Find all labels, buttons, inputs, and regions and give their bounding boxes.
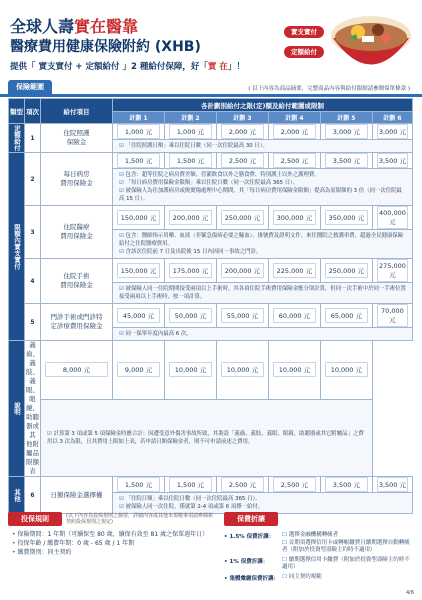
value-box: 2,000 元: [273, 124, 316, 139]
plan-value: [372, 124, 412, 140]
plan-value: [320, 304, 372, 328]
value-box: 45,000 元: [117, 308, 160, 323]
discount-title: 保費折讓: [224, 512, 278, 526]
rules-title: 投保規則: [8, 512, 62, 526]
rules-list: [12, 530, 208, 557]
value-box: 1,500 元: [117, 153, 160, 168]
desc-line: ☑ 含該次住院前 7 日及出院後 15 日內因同一事故之門診。: [119, 248, 406, 256]
value-box: 150,000 元: [117, 210, 160, 225]
plan-value: [113, 259, 165, 283]
plan-value: [164, 341, 216, 400]
value-box: 3,500 元: [377, 153, 408, 168]
discount-option: ☐ 續期選擇信用卡繳費（附加於投資型壽險主約時不適用）: [282, 557, 413, 572]
item-number: 1: [25, 124, 41, 153]
value-box: 1,500 元: [169, 153, 212, 168]
discount-option: ☐ 同主契約規範: [282, 574, 413, 582]
plan-value: [268, 477, 320, 493]
value-box: 50,000 元: [169, 308, 212, 323]
benefit-table: [8, 98, 413, 514]
item-name: 義齒、義肢、義眼、 眼鏡、助聽器或其 他附屬品限額表: [26, 341, 39, 475]
desc-line: ☑ 「住院照護日額」乘以住院日數（同一次住院最高 30 日）。: [119, 142, 406, 150]
desc-line: ☑ 「每日病房費用保險金限額」乘以住院日數（同一次住院最高 365 日）。: [119, 179, 406, 187]
plan-value: [268, 304, 320, 328]
plan-header: 計劃 4: [268, 112, 320, 124]
rule-item: • 保險期間：1 年期（可續保至 80 歲，續保有效至 81 歲之保單週年日）: [12, 530, 208, 539]
plan-header: 計劃 2: [164, 112, 216, 124]
plan-value: [372, 304, 412, 328]
plan-value: [372, 153, 412, 169]
plan-value: [164, 477, 216, 493]
item-name: 住院照護 保險金: [41, 124, 113, 153]
plan-value: [164, 304, 216, 328]
value-box: 2,500 元: [221, 477, 264, 492]
discount-row: [224, 557, 413, 572]
discount-label: • 集體彙繳保費折讓：: [224, 574, 282, 582]
value-box: 1,500 元: [169, 477, 212, 492]
value-box: 150,000 元: [117, 263, 160, 278]
item-description: [113, 328, 413, 341]
plan-header: 計劃 6: [372, 112, 412, 124]
plan-value: [164, 206, 216, 230]
item-number: 2: [25, 153, 41, 206]
value-box: 350,000 元: [325, 210, 368, 225]
value-box: 3,000 元: [325, 124, 368, 139]
discount-row: [224, 532, 413, 555]
item-description: [41, 399, 373, 476]
plan-value: [113, 304, 165, 328]
desc-line: ☑ 被保險人為住加護病房或燒燙傷處理中心期間，其「每日病房費用保險金限額」提高為原限額的 3 倍（同一次住院最高 15 日）。: [119, 187, 406, 203]
plan-value: [320, 124, 372, 140]
value-box: 400,000 元: [377, 206, 408, 229]
discount-options: [282, 557, 413, 572]
item-description: [113, 493, 413, 514]
value-box: 250,000 元: [325, 263, 368, 278]
section-note: ( 以下內容為商品摘要，完整商品內容與給付限制請參閱保單條款 ): [248, 86, 410, 92]
desc-line: ☑ 被保險人同一住院期間接受兩項以上手術時，其各項住院手術費用保險金應分別計算，但同一次手術中於同一手術位置接受兩項以上手術時，按一項計算。: [119, 285, 406, 301]
item-number: 3: [25, 206, 41, 259]
discount-option: ☐ 首期須選擇信用卡或轉帳繳費且續期選擇自動轉帳者（附加於投資型壽險主約時不適用）: [282, 540, 413, 555]
plan-value: [216, 259, 268, 283]
type-actual: 限額內實支實付: [9, 153, 25, 341]
discount-options: [282, 532, 413, 555]
desc-line: ☑ 計算第 3 項或第 5 項保險金時應合計：因遭受意外傷害事故所致，其裝設「義齒、義肢、義眼、眼鏡、助聽器或其它附屬品」之費用以 3 次為限，且其費用上限如上表，若申請日額保險金者，則不可申請前述之費用。: [47, 430, 366, 446]
plan-value: [164, 124, 216, 140]
value-box: 9,000 元: [117, 362, 160, 377]
value-box: 8,000 元: [45, 362, 108, 377]
plan-value: [164, 259, 216, 283]
rules-note: (以下內容為投保規則之摘要，詳細內容或其他未規範事項請參閱新契約投保規則之規定): [66, 513, 213, 525]
plan-value: [164, 153, 216, 169]
page-title: 全球人壽實在醫靠: [10, 17, 139, 36]
value-box: 10,000 元: [325, 362, 368, 377]
value-box: 2,500 元: [273, 477, 316, 492]
desc-line: ☑ 包含：醫師指示用藥、血液（非緊急傷病必要之輸血）、掛號費及證明文件、來往醫院之救護車費、超過全民健康保險給付之住院醫療費用。: [119, 232, 406, 248]
discount-label: • 1% 保費折讓：: [224, 557, 282, 572]
value-box: 300,000 元: [273, 210, 316, 225]
value-box: 3,500 元: [325, 477, 368, 492]
value-box: 10,000 元: [221, 362, 264, 377]
discount-label: • 1.5% 保費折讓：: [224, 532, 282, 555]
section-band: [0, 94, 422, 97]
plan-value: [216, 477, 268, 493]
tag-actual: 實支實付: [284, 26, 324, 38]
tagline: 提供「 實支實付 + 定額給付 」2 種給付保障，好「實 在」！: [10, 62, 245, 72]
plan-value: [320, 206, 372, 230]
plan-value: [216, 206, 268, 230]
item-description: [113, 230, 413, 259]
plan-value: [113, 477, 165, 493]
value-box: 275,000 元: [377, 259, 408, 282]
plan-value: [113, 206, 165, 230]
discount-option: ☐ 選擇金融機構轉帳者: [282, 532, 413, 540]
plan-value: [268, 341, 320, 400]
rule-item: • 繳費期別：同主契約: [12, 548, 208, 557]
discount-options: [282, 574, 413, 582]
item-description: [113, 140, 413, 153]
tag-fixed: 定額給付: [284, 46, 324, 58]
discount-list: [224, 532, 413, 584]
type-note: 說明: [9, 341, 25, 477]
col-no: 項次: [25, 99, 41, 124]
value-box: 3,500 元: [377, 477, 408, 492]
value-box: 200,000 元: [169, 210, 212, 225]
item-number: 5: [25, 304, 41, 341]
col-type: 類型: [9, 99, 25, 124]
value-box: 225,000 元: [273, 263, 316, 278]
plan-value: [113, 153, 165, 169]
value-box: 55,000 元: [221, 308, 264, 323]
item-number: 6: [25, 477, 41, 514]
col-item: 給付項目: [41, 99, 113, 124]
plan-value: [372, 259, 412, 283]
desc-line: ☑ 「住院日額」乘以住院日數（同一次住院最高 365 日）。: [119, 495, 406, 503]
item-name: 住院醫療 費用保險金: [41, 206, 113, 259]
noodle-bowl-illustration: [328, 6, 414, 80]
value-box: 1,000 元: [117, 124, 160, 139]
plan-value: [216, 341, 268, 400]
col-plans-title: 各計劃別給付之限(定)額及給付範圍或限制: [113, 99, 413, 112]
plan-value: [268, 124, 320, 140]
desc-line: ☑ 同一保單年度內最高 6 次。: [119, 330, 406, 338]
plan-header: 計劃 3: [216, 112, 268, 124]
item-name: 每日病房 費用保險金: [41, 153, 113, 206]
plan-value: [320, 259, 372, 283]
plan-value: [320, 153, 372, 169]
discount-row: [224, 574, 413, 582]
plan-value: [41, 341, 113, 400]
value-box: 250,000 元: [221, 210, 264, 225]
page-number: 4/6: [405, 590, 414, 596]
product-name: 醫療費用健康保險附約 (XHB): [10, 39, 201, 55]
plan-value: [113, 341, 165, 400]
value-box: 3,500 元: [325, 153, 368, 168]
footer-info: [8, 512, 413, 592]
desc-line: ☑ 包含：超等住院之病房費差額、管灌飲食以外之膳食費、特別護士以外之護理費。: [119, 171, 406, 179]
plan-header: 計劃 5: [320, 112, 372, 124]
value-box: 2,500 元: [221, 153, 264, 168]
section-tab: 保險範圍: [8, 80, 52, 94]
plan-value: [320, 477, 372, 493]
plan-value: [268, 259, 320, 283]
value-box: 1,000 元: [169, 124, 212, 139]
plan-value: [268, 206, 320, 230]
header: [0, 0, 422, 92]
item-name: 住院手術 費用保險金: [41, 259, 113, 304]
plan-value: [216, 304, 268, 328]
value-box: 3,000 元: [377, 124, 408, 139]
desc-line: ☑ 被保險人同一次住院，僅就第 2-4 項或第 6 項擇一給付。: [119, 503, 406, 511]
value-box: 2,000 元: [221, 124, 264, 139]
value-box: 60,000 元: [273, 308, 316, 323]
plan-value: [113, 124, 165, 140]
plan-header: 計劃 1: [113, 112, 165, 124]
value-box: 1,500 元: [117, 477, 160, 492]
type-fixed: 定額給付: [9, 124, 25, 153]
plan-value: [216, 124, 268, 140]
rule-item: • 投保年齡 / 繳費年期：0 歲 - 65 歲 / 1 年期: [12, 539, 208, 548]
item-description: [113, 169, 413, 206]
item-description: [113, 283, 413, 304]
plan-value: [372, 206, 412, 230]
item-name: 門診手術或門診特 定診療費用保險金: [41, 304, 113, 341]
value-box: 10,000 元: [169, 362, 212, 377]
value-box: 2,500 元: [273, 153, 316, 168]
value-box: 10,000 元: [273, 362, 316, 377]
item-number: 4: [25, 259, 41, 304]
plan-value: [372, 477, 412, 493]
value-box: 200,000 元: [221, 263, 264, 278]
plan-value: [216, 153, 268, 169]
plan-value: [268, 153, 320, 169]
value-box: 70,000 元: [377, 304, 408, 327]
value-box: 65,000 元: [325, 308, 368, 323]
plan-value: [320, 341, 372, 400]
item-name: 日額保險金選擇權: [41, 477, 113, 514]
value-box: 175,000 元: [169, 263, 212, 278]
type-other: 其他: [9, 477, 25, 514]
